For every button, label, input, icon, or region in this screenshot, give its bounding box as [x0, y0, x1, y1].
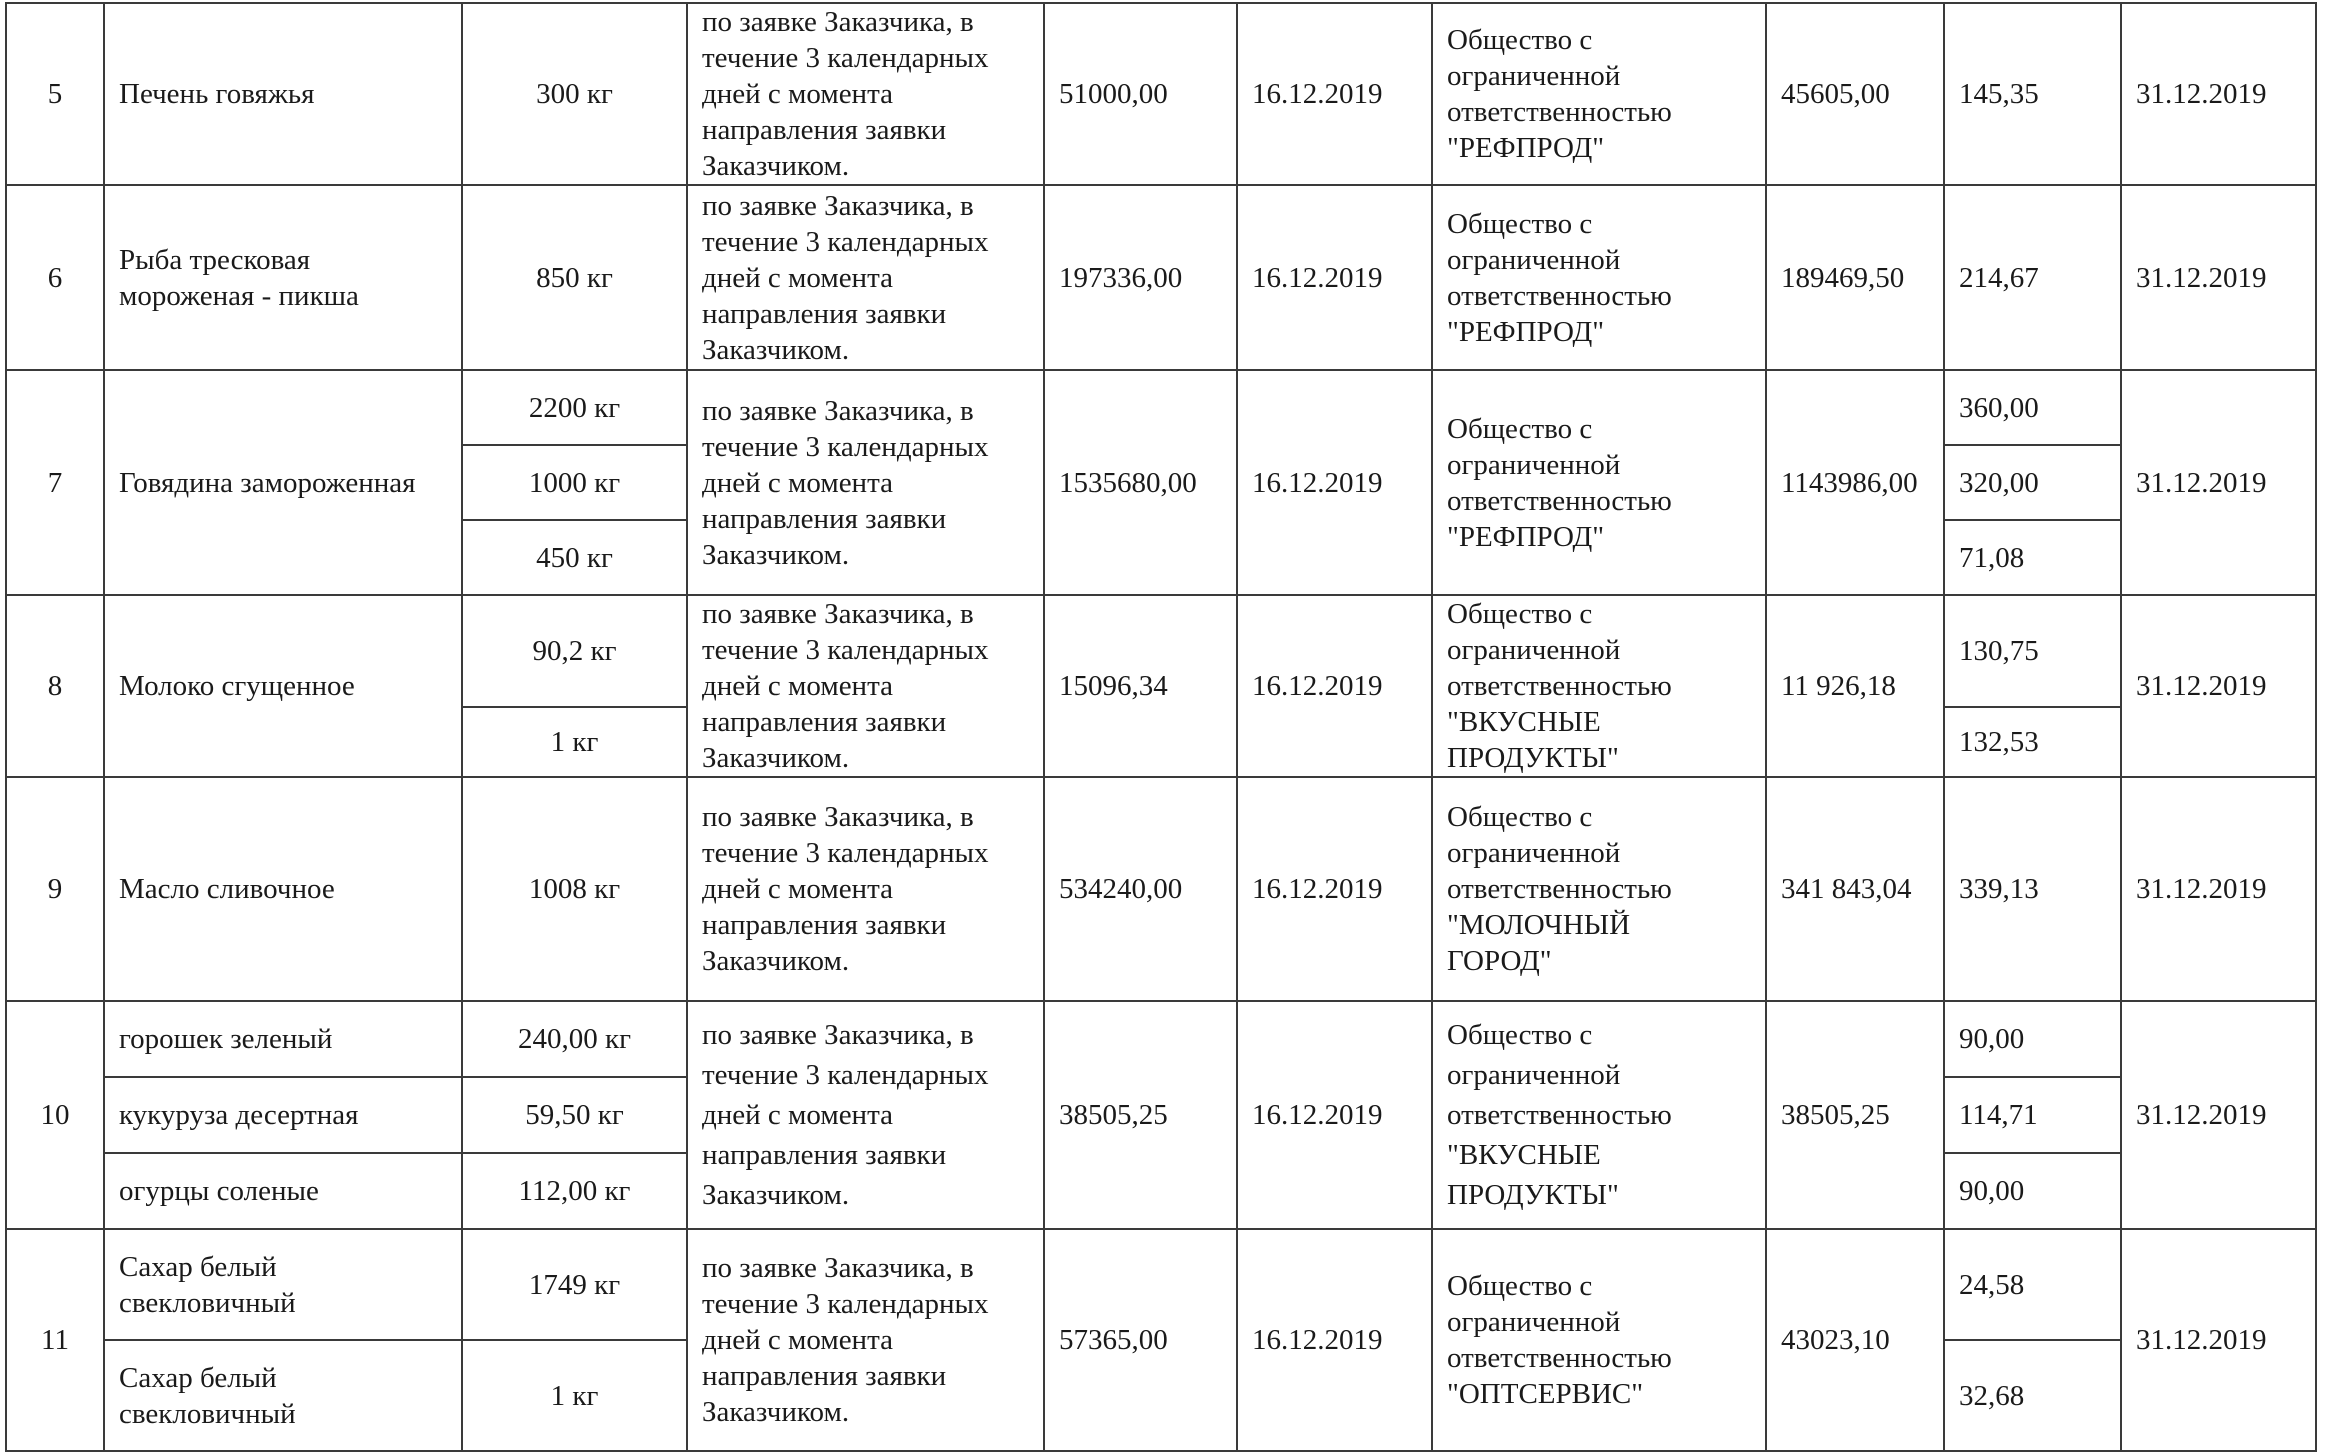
quantity: 300 кг: [462, 3, 687, 185]
unit-price: 145,35: [1944, 3, 2121, 185]
text-line: течение 3 календарных: [702, 837, 989, 869]
text-line: Заказчиком.: [702, 150, 850, 182]
quantity: 450 кг: [462, 520, 687, 595]
text-line: по заявке Заказчика, в: [702, 801, 974, 833]
delivery-terms: [687, 370, 1044, 595]
delivery-terms: [687, 1001, 1044, 1229]
quantity: 1749 кг: [462, 1229, 687, 1340]
text-line: по заявке Заказчика, в: [702, 1252, 974, 1284]
text-line: ограниченной: [1447, 243, 1621, 276]
text-line: по заявке Заказчика, в: [702, 189, 974, 222]
text-line: по заявке Заказчика, в: [702, 394, 974, 427]
text-line: Заказчиком.: [702, 1396, 850, 1428]
text-line: Заказчиком.: [702, 538, 850, 571]
end-date: 31.12.2019: [2121, 777, 2316, 1001]
text-line: ограниченной: [1447, 1059, 1621, 1091]
initial-price: 1535680,00: [1044, 370, 1237, 595]
text-line: ответственностью: [1447, 1342, 1672, 1374]
contract-total: 43023,10: [1766, 1229, 1944, 1451]
text-line: ограниченной: [1447, 60, 1621, 92]
text-line: свекловичный: [119, 1397, 296, 1430]
initial-price: 197336,00: [1044, 185, 1237, 370]
text-line: Заказчиком.: [702, 333, 850, 366]
item-name: огурцы соленые: [104, 1153, 462, 1229]
text-line: течение 3 календарных: [702, 1059, 989, 1091]
text-line: "МОЛОЧНЫЙ: [1447, 909, 1631, 941]
text-line: дней с момента: [702, 78, 893, 110]
text-line: Говядина замороженная: [119, 466, 416, 499]
unit-price: 320,00: [1944, 445, 2121, 520]
item-name: [104, 185, 462, 370]
contract-total: 11 926,18: [1766, 595, 1944, 777]
text-line: "РЕФПРОД": [1447, 132, 1605, 164]
table-row: [6, 3, 2316, 185]
text-line: по заявке Заказчика, в: [702, 598, 974, 630]
text-line: дней с момента: [702, 1099, 893, 1131]
unit-price: 90,00: [1944, 1001, 2121, 1077]
text-line: ответственностью: [1447, 279, 1672, 312]
text-line: дней с момента: [702, 1324, 893, 1356]
end-date: 31.12.2019: [2121, 185, 2316, 370]
unit-price: 71,08: [1944, 520, 2121, 595]
text-line: дней с момента: [702, 466, 893, 499]
text-line: по заявке Заказчика, в: [702, 6, 974, 38]
text-line: по заявке Заказчика, в: [702, 1019, 974, 1051]
initial-price: 534240,00: [1044, 777, 1237, 1001]
text-line: Сахар белый: [119, 1250, 277, 1283]
item-name: горошек зеленый: [104, 1001, 462, 1077]
text-line: "ВКУСНЫЕ: [1447, 1139, 1601, 1171]
text-line: Общество с: [1447, 207, 1593, 240]
unit-price: 32,68: [1944, 1340, 2121, 1451]
row-number: 6: [6, 185, 104, 370]
initial-price: 15096,34: [1044, 595, 1237, 777]
supplier-name: [1432, 1229, 1766, 1451]
text-line: мороженая - пикша: [119, 279, 359, 312]
row-number: 7: [6, 370, 104, 595]
text-line: Заказчиком.: [702, 1179, 850, 1211]
contracts-table: [5, 2, 2317, 1452]
end-date: 31.12.2019: [2121, 1229, 2316, 1451]
text-line: ответственностью: [1447, 670, 1672, 702]
text-line: дней с момента: [702, 261, 893, 294]
initial-price: 38505,25: [1044, 1001, 1237, 1229]
text-line: дней с момента: [702, 873, 893, 905]
text-line: свекловичный: [119, 1286, 296, 1319]
text-line: направления заявки: [702, 1360, 947, 1392]
delivery-terms: [687, 777, 1044, 1001]
table-row: [6, 185, 2316, 370]
contract-date: 16.12.2019: [1237, 370, 1432, 595]
contract-total: 38505,25: [1766, 1001, 1944, 1229]
quantity: 1008 кг: [462, 777, 687, 1001]
unit-price: 360,00: [1944, 370, 2121, 445]
item-name: [104, 370, 462, 595]
end-date: 31.12.2019: [2121, 370, 2316, 595]
unit-price: 24,58: [1944, 1229, 2121, 1340]
text-line: ответственностью: [1447, 96, 1672, 128]
text-line: ограниченной: [1447, 837, 1621, 869]
table-row: [6, 595, 2316, 707]
quantity: 1 кг: [462, 1340, 687, 1451]
quantity: 59,50 кг: [462, 1077, 687, 1153]
item-name: [104, 595, 462, 777]
delivery-terms: [687, 1229, 1044, 1451]
row-number: 8: [6, 595, 104, 777]
quantity: 240,00 кг: [462, 1001, 687, 1077]
end-date: 31.12.2019: [2121, 3, 2316, 185]
text-line: ограниченной: [1447, 1306, 1621, 1338]
unit-price: 90,00: [1944, 1153, 2121, 1229]
text-line: "РЕФПРОД": [1447, 315, 1605, 348]
delivery-terms: [687, 185, 1044, 370]
text-line: ответственностью: [1447, 873, 1672, 905]
contract-date: 16.12.2019: [1237, 3, 1432, 185]
quantity: 1000 кг: [462, 445, 687, 520]
supplier-name: [1432, 185, 1766, 370]
supplier-name: [1432, 1001, 1766, 1229]
quantity: 90,2 кг: [462, 595, 687, 707]
text-line: направления заявки: [702, 297, 947, 330]
end-date: 31.12.2019: [2121, 1001, 2316, 1229]
row-number: 11: [6, 1229, 104, 1451]
text-line: направления заявки: [702, 114, 947, 146]
row-number: 5: [6, 3, 104, 185]
contract-date: 16.12.2019: [1237, 595, 1432, 777]
text-line: "РЕФПРОД": [1447, 520, 1605, 553]
supplier-name: [1432, 595, 1766, 777]
delivery-terms: [687, 595, 1044, 777]
quantity: 112,00 кг: [462, 1153, 687, 1229]
unit-price: 214,67: [1944, 185, 2121, 370]
contract-total: 1143986,00: [1766, 370, 1944, 595]
item-name: [104, 777, 462, 1001]
text-line: ограниченной: [1447, 448, 1621, 481]
quantity: 2200 кг: [462, 370, 687, 445]
end-date: 31.12.2019: [2121, 595, 2316, 777]
row-number: 10: [6, 1001, 104, 1229]
text-line: ГОРОД": [1447, 945, 1552, 977]
text-line: "ОПТСЕРВИС": [1447, 1378, 1644, 1410]
delivery-terms: [687, 3, 1044, 185]
supplier-name: [1432, 777, 1766, 1001]
item-name: [104, 1340, 462, 1451]
text-line: Рыба тресковая: [119, 243, 311, 276]
text-line: Общество с: [1447, 24, 1593, 56]
unit-price: 339,13: [1944, 777, 2121, 1001]
supplier-name: [1432, 370, 1766, 595]
text-line: Общество с: [1447, 801, 1593, 833]
contract-date: 16.12.2019: [1237, 777, 1432, 1001]
text-line: ответственностью: [1447, 1099, 1672, 1131]
text-line: Общество с: [1447, 412, 1593, 445]
text-line: течение 3 календарных: [702, 634, 989, 666]
item-name: кукуруза десертная: [104, 1077, 462, 1153]
table-row: [6, 1229, 2316, 1340]
contract-total: 189469,50: [1766, 185, 1944, 370]
table-row: [6, 370, 2316, 445]
text-line: ответственностью: [1447, 484, 1672, 517]
item-name: [104, 3, 462, 185]
text-line: Печень говяжья: [119, 78, 315, 110]
text-line: Заказчиком.: [702, 945, 850, 977]
text-line: Масло сливочное: [119, 873, 335, 905]
text-line: Общество с: [1447, 598, 1593, 630]
unit-price: 132,53: [1944, 707, 2121, 777]
text-line: ограниченной: [1447, 634, 1621, 666]
table-row: [6, 777, 2316, 1001]
text-line: Сахар белый: [119, 1361, 277, 1394]
contract-date: 16.12.2019: [1237, 1001, 1432, 1229]
text-line: Заказчиком.: [702, 742, 850, 774]
initial-price: 51000,00: [1044, 3, 1237, 185]
quantity: 1 кг: [462, 707, 687, 777]
text-line: течение 3 календарных: [702, 1288, 989, 1320]
text-line: направления заявки: [702, 1139, 947, 1171]
contract-total: 341 843,04: [1766, 777, 1944, 1001]
unit-price: 114,71: [1944, 1077, 2121, 1153]
supplier-name: [1432, 3, 1766, 185]
text-line: течение 3 календарных: [702, 42, 989, 74]
text-line: Общество с: [1447, 1019, 1593, 1051]
text-line: направления заявки: [702, 909, 947, 941]
text-line: ПРОДУКТЫ": [1447, 742, 1619, 774]
initial-price: 57365,00: [1044, 1229, 1237, 1451]
text-line: направления заявки: [702, 502, 947, 535]
text-line: ПРОДУКТЫ": [1447, 1179, 1619, 1211]
text-line: течение 3 календарных: [702, 225, 989, 258]
text-line: дней с момента: [702, 670, 893, 702]
item-name: [104, 1229, 462, 1340]
text-line: течение 3 календарных: [702, 430, 989, 463]
contract-total: 45605,00: [1766, 3, 1944, 185]
contract-date: 16.12.2019: [1237, 185, 1432, 370]
quantity: 850 кг: [462, 185, 687, 370]
text-line: "ВКУСНЫЕ: [1447, 706, 1601, 738]
table-row: [6, 1001, 2316, 1077]
unit-price: 130,75: [1944, 595, 2121, 707]
text-line: Молоко сгущенное: [119, 670, 355, 702]
row-number: 9: [6, 777, 104, 1001]
contract-date: 16.12.2019: [1237, 1229, 1432, 1451]
text-line: направления заявки: [702, 706, 947, 738]
text-line: Общество с: [1447, 1270, 1593, 1302]
